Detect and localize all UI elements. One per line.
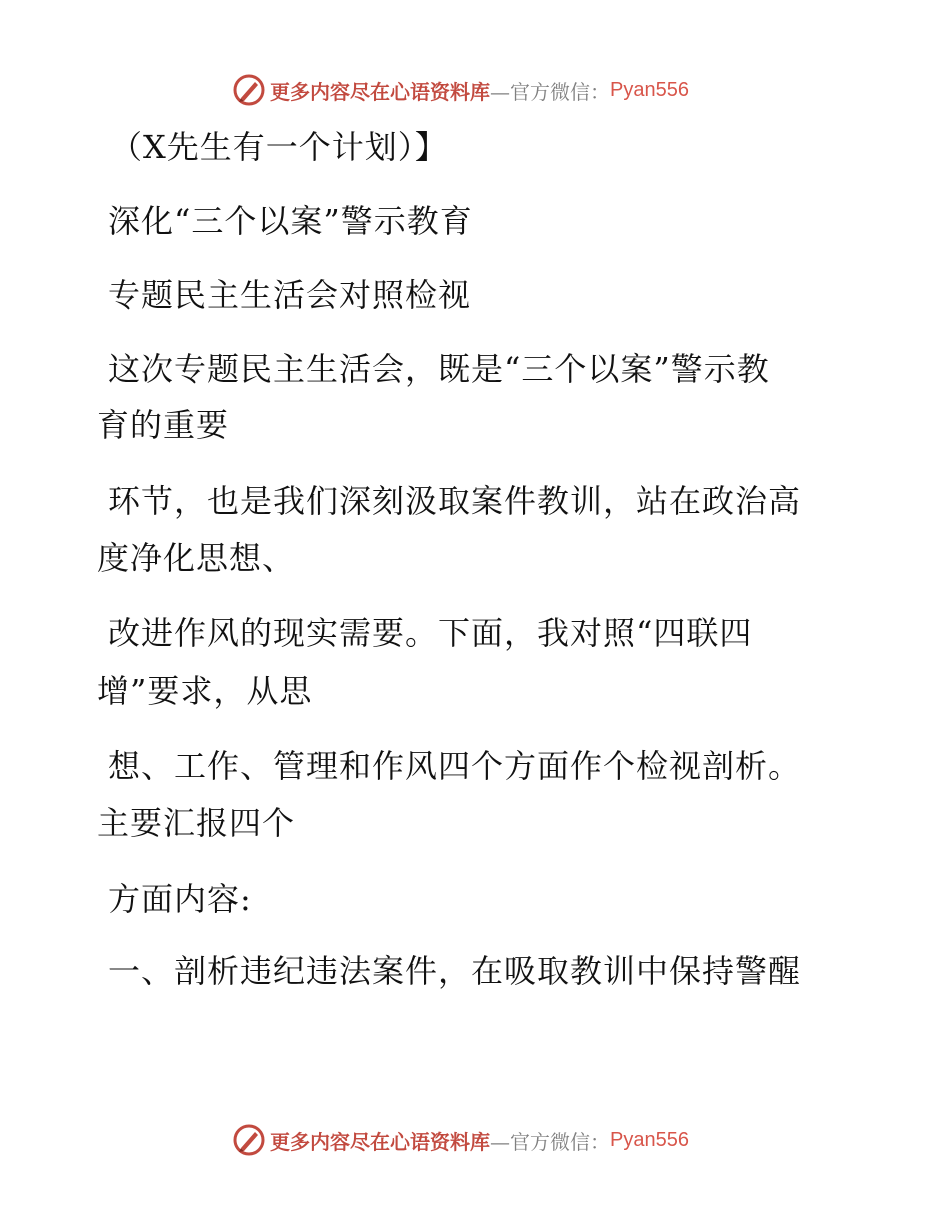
- pen-logo-icon: [232, 1123, 266, 1157]
- banner-wechat-id: Pyan556: [610, 1128, 689, 1151]
- body-line: 主要汇报四个: [97, 804, 296, 842]
- body-line: （X先生有一个计划）】: [110, 128, 448, 166]
- body-line: 度净化思想、: [97, 539, 296, 577]
- body-line: 想、工作、管理和作风四个方面作个检视剖析。: [108, 747, 802, 785]
- footer-watermark-banner: [232, 1122, 689, 1158]
- body-line: 一、剖析违纪违法案件，在吸取教训中保持警醒: [108, 952, 802, 990]
- banner-main-text: 更多内容尽在心语资料库: [270, 79, 490, 104]
- body-line: 增”要求，从思: [97, 672, 313, 710]
- body-line: 专题民主生活会对照检视: [108, 276, 472, 314]
- body-line: 改进作风的现实需要。下面，我对照“四联四: [108, 614, 753, 652]
- banner-wechat-id: Pyan556: [610, 78, 689, 101]
- header-watermark-banner: [232, 72, 689, 108]
- pen-logo-icon: [232, 73, 266, 107]
- banner-sub-text: —官方微信：: [490, 79, 610, 104]
- body-line: 这次专题民主生活会，既是“三个以案”警示教: [108, 350, 770, 388]
- body-line: 环节，也是我们深刻汲取案件教训，站在政治高: [108, 482, 802, 520]
- banner-main-text: 更多内容尽在心语资料库: [270, 1129, 490, 1154]
- body-line: 方面内容:: [108, 880, 252, 918]
- body-line: 育的重要: [97, 406, 230, 444]
- body-line: 深化“三个以案”警示教育: [108, 202, 473, 240]
- banner-sub-text: —官方微信：: [490, 1129, 610, 1154]
